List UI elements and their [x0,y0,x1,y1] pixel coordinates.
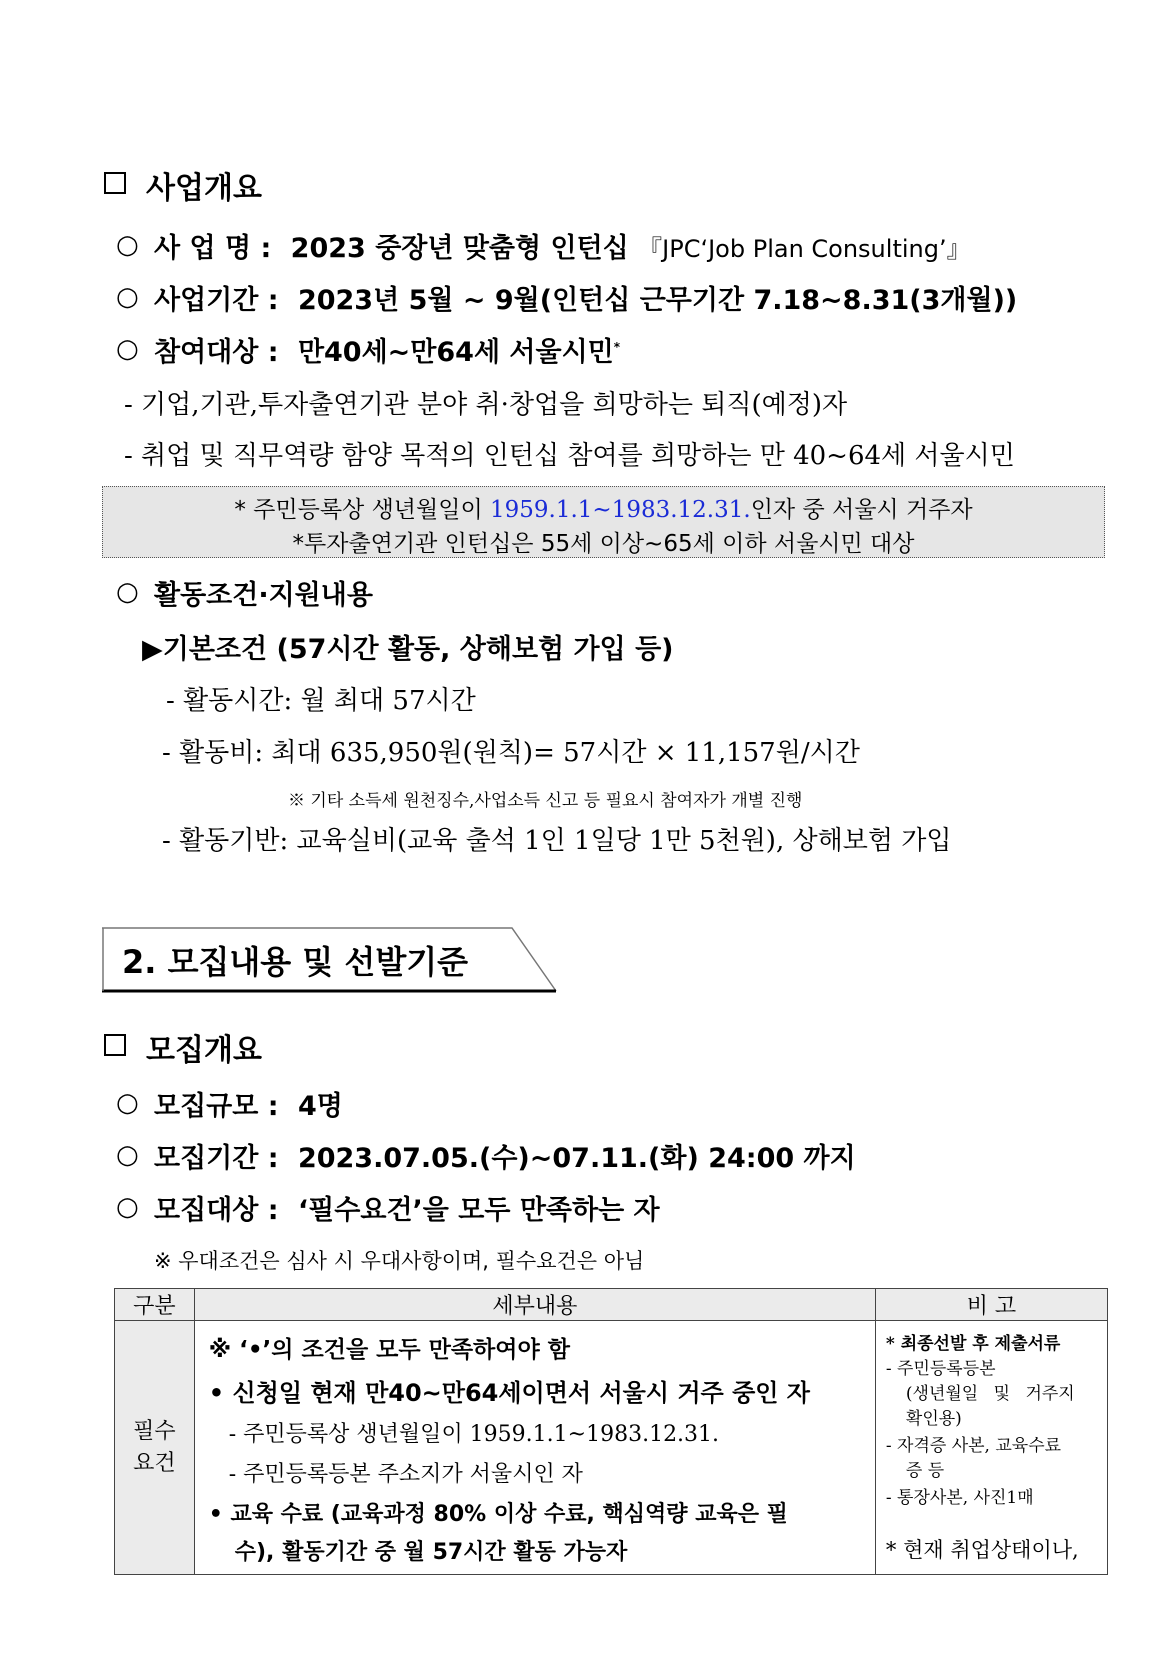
footnote-mark: * [613,340,621,354]
circle-icon: ○ [116,230,139,260]
birth-date-range: 1959.1.1~1983.12.31. [490,497,751,523]
recruit-item-size [154,1084,343,1123]
item-value: 2023년 5월 ~ 9월(인턴십 근무기간 7.18~8.31(3개월)) [297,285,1018,316]
note-line: - 통장사본, 사진1매 [885,1488,1034,1508]
target-detail-2: - 취업 및 직무역량 함양 목적의 인턴십 참여를 희망하는 만 40~64세 서울시민 [124,441,1015,471]
detail-cell [194,1321,875,1575]
header-category: 구분 [115,1289,195,1321]
note-line: - 자격증 사본, 교육수료 [885,1436,1062,1456]
note-line-1 [103,491,1104,524]
detail-intro: ※ ‘•’의 조건을 모두 만족하여야 함 [208,1337,570,1363]
checkbox-icon [104,172,126,194]
note-line: 확인용) [905,1409,962,1429]
circle-icon: ○ [116,1140,139,1170]
recruit-note: ※ 우대조건은 심사 시 우대사항이며, 필수요건은 아님 [154,1249,645,1273]
item-label: 모집기간 : [154,1143,279,1174]
activity-pay-note: ※ 기타 소득세 원천징수,사업소득 신고 등 필요시 참여자가 개별 진행 [288,791,803,811]
activity-basic: ▶기본조건 (57시간 활동, 상해보험 가입 등) [142,634,674,665]
activity-pay: - 활동비: 최대 635,950원(원칙)= 57시간 × 11,157원/시간 [162,738,860,768]
note-line: * 현재 취업상태이나, [885,1538,1079,1562]
circle-icon: ○ [116,334,139,364]
note-line: (생년월일 및 거주지 [905,1384,1075,1404]
item-label: 사 업 명 : [154,233,272,264]
recruit-heading: 모집개요 [146,1033,262,1068]
item-label: 모집규모 : [154,1091,279,1122]
target-detail-1: - 기업,기관,투자출연기관 분야 취·창업을 희망하는 퇴직(예정)자 [124,390,848,420]
activity-base: - 활동기반: 교육실비(교육 출석 1인 1일당 1만 5천원), 상해보험 가입 [162,826,952,856]
item-value: 2023.07.05.(수)~07.11.(화) 24:00 까지 [297,1143,856,1174]
note-line: 증 등 [905,1461,945,1481]
eligibility-note-box [102,486,1105,558]
activity-label: 활동조건·지원내용 [154,580,373,611]
category-cell [115,1321,195,1575]
note-text: * 주민등록상 생년월일이 [234,497,490,523]
note-text: 인자 중 서울시 거주자 [750,497,973,523]
detail-bullet-2-cont: 수), 활동기간 중 월 57시간 활동 가능자 [234,1540,628,1565]
header-note: 비 고 [875,1289,1107,1321]
note-title: * 최종선발 후 제출서류 [885,1334,1061,1354]
category-line: 필수 [133,1418,176,1444]
item-label: 참여대상 : [154,337,279,368]
overview-item-period [154,278,1017,317]
overview-item-target [154,330,620,369]
circle-icon: ○ [116,282,139,312]
section-2-title: 2. 모집내용 및 선발기준 [122,943,469,981]
recruit-item-target [154,1188,660,1227]
item-value: 만40세~만64세 서울시민 [297,337,614,368]
note-line: - 주민등록등본 [885,1359,996,1379]
item-value: 2023 중장년 맞춤형 인턴십 [290,233,629,264]
detail-bullet-1: • 신청일 현재 만40~만64세이면서 서울시 거주 중인 자 [208,1379,810,1407]
category-line: 요건 [133,1450,176,1476]
requirements-table [114,1288,1108,1575]
circle-icon: ○ [116,1088,139,1118]
table-row [115,1321,1108,1575]
item-suffix: 『JPC‘Job Plan Consulting’』 [638,235,971,263]
section-2-banner [102,927,557,993]
activity-hours: - 활동시간: 월 최대 57시간 [166,686,476,716]
detail-sub-2: - 주민등록등본 주소지가 서울시인 자 [228,1462,583,1487]
circle-icon: ○ [116,1192,139,1222]
detail-sub-1: - 주민등록상 생년월일이 1959.1.1~1983.12.31. [228,1422,720,1447]
overview-heading: 사업개요 [146,171,262,206]
item-label: 모집대상 : [154,1195,279,1226]
item-label: 사업기간 : [154,285,279,316]
overview-item-name [154,226,971,265]
recruit-item-period [154,1136,856,1175]
detail-bullet-2: • 교육 수료 (교육과정 80% 이상 수료, 핵심역량 교육은 필 [208,1502,788,1527]
header-detail: 세부내용 [194,1289,875,1321]
item-value: 4명 [297,1091,343,1122]
note-line-2: *투자출연기관 인턴십은 55세 이상~65세 이하 서울시민 대상 [292,531,915,557]
note-cell [875,1321,1107,1575]
checkbox-icon [104,1034,126,1056]
table-header-row [115,1289,1108,1321]
item-value: ‘필수요건’을 모두 만족하는 자 [297,1195,660,1226]
circle-icon: ○ [116,577,139,607]
